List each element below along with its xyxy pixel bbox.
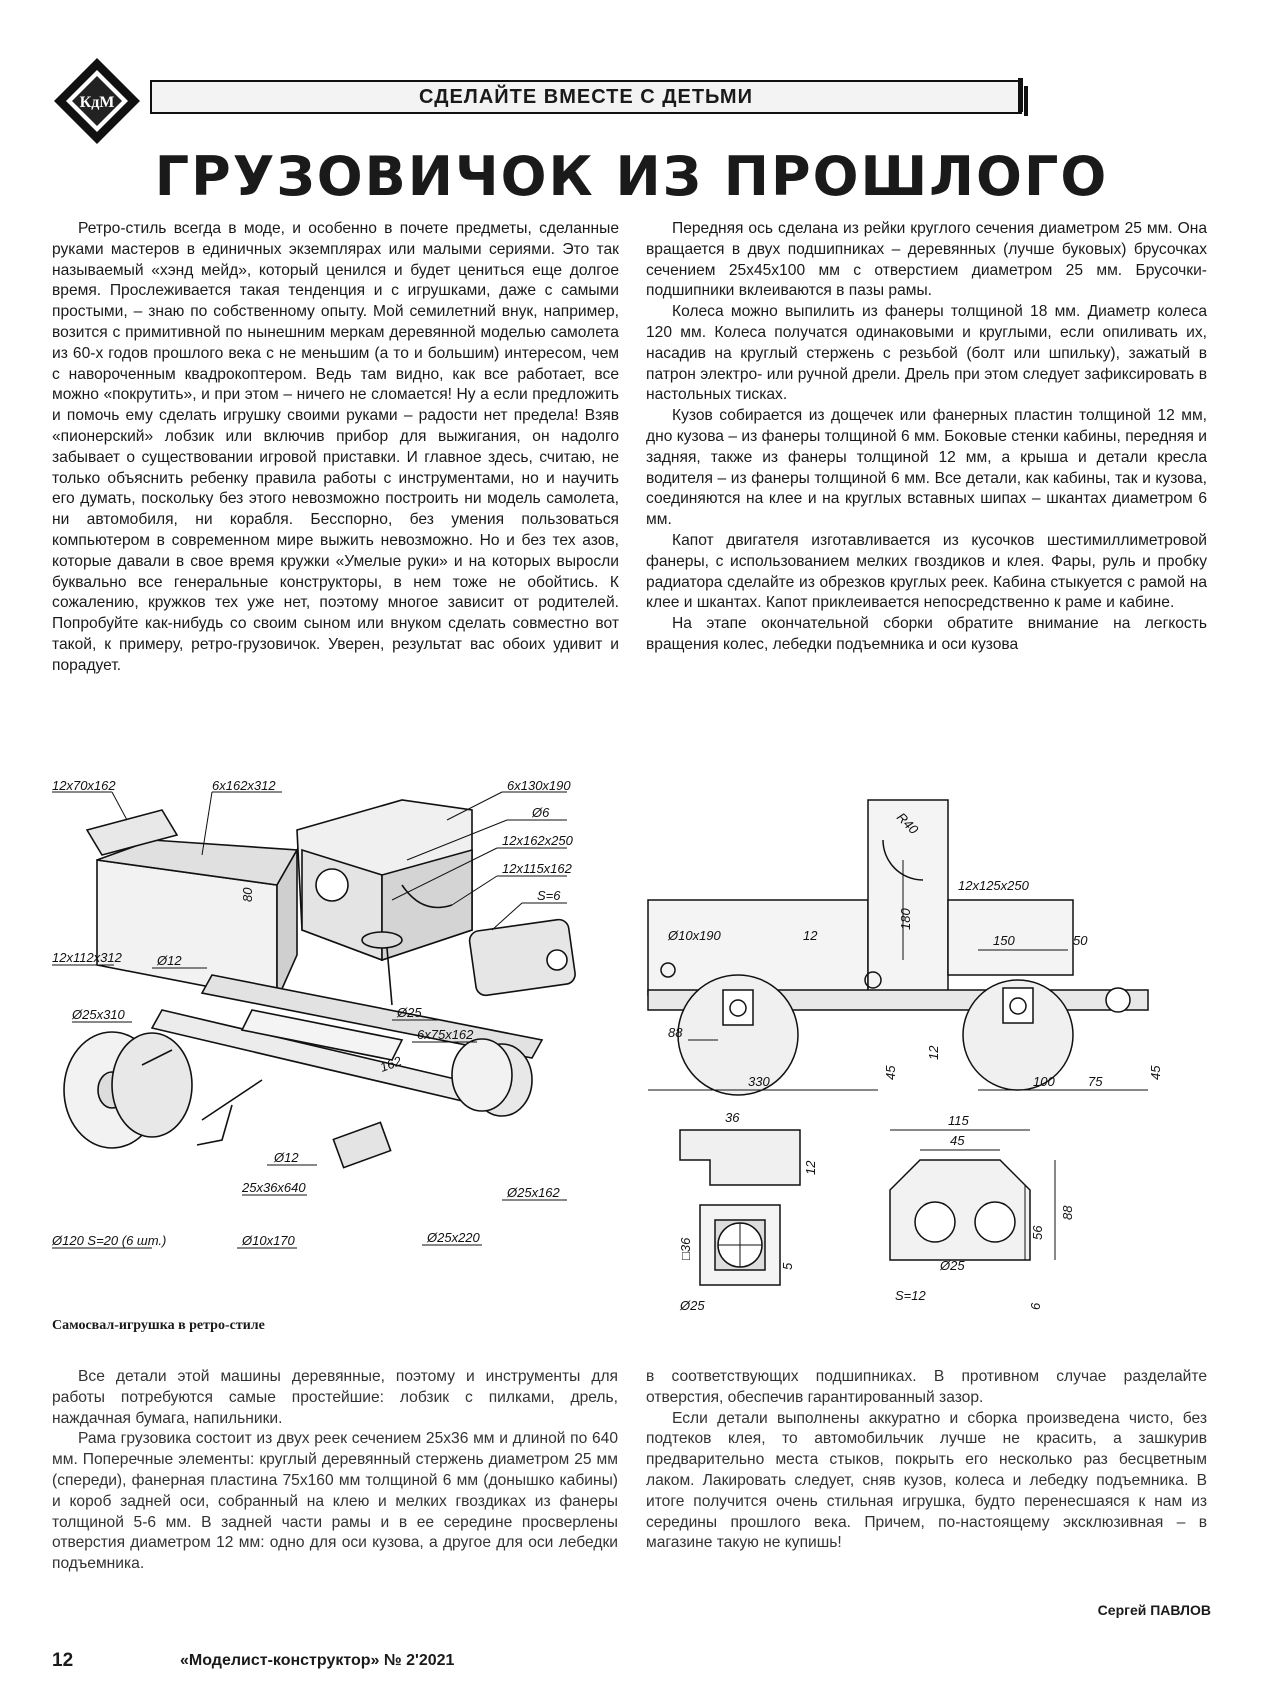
side-label: 100 bbox=[1033, 1074, 1055, 1089]
iso-label: Ø120 S=20 (6 шт.) bbox=[52, 1233, 167, 1248]
logo-text: КдМ bbox=[79, 94, 115, 111]
side-label: 330 bbox=[748, 1074, 770, 1089]
iso-label: 6x75x162 bbox=[417, 1027, 474, 1042]
side-label: 12 bbox=[803, 928, 818, 943]
detail-label: 6 bbox=[1028, 1302, 1043, 1310]
article-column-2 bbox=[646, 219, 1207, 656]
side-label: 45 bbox=[1148, 1065, 1163, 1080]
iso-label: 25x36x640 bbox=[242, 1180, 306, 1195]
article-title: ГРУЗОВИЧОК ИЗ ПРОШЛОГО bbox=[154, 145, 1109, 208]
side-label: Ø10x190 bbox=[668, 928, 721, 943]
paragraph: Колеса можно выпилить из фанеры толщиной 18 мм. Диаметр колеса 120 мм. Колеса получатся одинаковыми и круглыми, если опиливать их, насадив на круглый стержень с резьбой (болт или шпильку), зажатый в патрон электро- или ручной дрели. Дрель при этом следует зафиксировать в настольных тисках. bbox=[646, 303, 1207, 404]
article-column-4 bbox=[646, 1367, 1207, 1554]
detail-label: S=12 bbox=[895, 1288, 926, 1303]
author-name: Сергей ПАВЛОВ bbox=[1097, 1602, 1211, 1618]
iso-label: Ø25x220 bbox=[427, 1230, 480, 1245]
paragraph: Если детали выполнены аккуратно и сборка произведена чисто, без подтеков клея, то автомобильчик лучше не красить, а зашкурив предварительно места стыков, покрыть его несколько раз бесцветным лаком. Лакировать следует, сняв кузов, колеса и лебедку подъемника. В итоге получится очень стильная игрушка, будто перенесшаяся к нам из середины прошлого века. Причем, по-настоящему эксклюзивная – в магазине такую не купишь! bbox=[646, 1409, 1207, 1552]
paragraph: Передняя ось сделана из рейки круглого сечения диаметром 25 мм. Она вращается в двух подшипниках – деревянных (лучше буковых) брусочках сечением 25х45х100 мм с отверстием диаметром 25 мм. Брусочки-подшипники вклеиваются в пазы рамы. bbox=[646, 220, 1207, 300]
header-bar-end bbox=[1018, 78, 1023, 112]
side-label: R40 bbox=[893, 809, 922, 837]
side-label: 45 bbox=[883, 1065, 898, 1080]
iso-label: Ø12 bbox=[157, 953, 182, 968]
detail-drawings bbox=[680, 1110, 1200, 1315]
iso-label: 80 bbox=[240, 887, 255, 902]
side-label: 12 bbox=[926, 1045, 941, 1060]
side-label: 180 bbox=[898, 908, 913, 930]
magazine-logo bbox=[52, 56, 142, 146]
side-label: 50 bbox=[1073, 933, 1088, 948]
iso-label: Ø6 bbox=[532, 805, 550, 820]
paragraph: Все детали этой машины деревянные, поэтому и инструменты для работы потребуются самые простейшие: лобзик с пилками, дрель, наждачная бумага, напильники. bbox=[52, 1368, 618, 1427]
paragraph: Кузов собирается из дощечек или фанерных пластин толщиной 12 мм, дно кузова – из фанеры толщиной 6 мм. Боковые стенки кабины, передняя и задняя, также из фанеры толщиной 12 мм, а крыша и детали кресла водителя – из фанеры толщиной 6 мм. Все детали, как кабины, так и кузова, соединяются на клее и на круглых вставных шипах – шкантах диаметром 6 мм. bbox=[646, 407, 1207, 529]
detail-label: 36 bbox=[725, 1110, 740, 1125]
iso-label: 12x112x312 bbox=[52, 950, 122, 965]
section-header-bar bbox=[150, 80, 1022, 114]
side-view-drawing bbox=[648, 790, 1208, 1110]
detail-label: Ø25 bbox=[680, 1298, 705, 1313]
page-number: 12 bbox=[52, 1650, 74, 1671]
section-title: СДЕЛАЙТЕ ВМЕСТЕ С ДЕТЬМИ bbox=[419, 86, 753, 108]
detail-label: 115 bbox=[948, 1113, 969, 1128]
figure-caption: Самосвал-игрушка в ретро-стиле bbox=[52, 1318, 265, 1333]
side-label: 150 bbox=[993, 933, 1015, 948]
paragraph: Рама грузовика состоит из двух реек сечением 25х36 мм и длиной по 640 мм. Поперечные элементы: круглый деревянный стержень диаметром 25 мм (спереди), фанерная пластина 75х160 мм толщиной 6 мм (донышко кабины) и короб задней оси, собранный на клею и мелких гвоздиках из фанеры толщиной 5-6 мм. В задней части рамы и в ее середине просверлены отверстия диаметром 12 мм: одно для оси кузова, а другое для оси лебедки подъемника. bbox=[52, 1430, 618, 1573]
isometric-assembly-drawing bbox=[52, 778, 627, 1310]
iso-label: 12x162x250 bbox=[502, 833, 573, 848]
article-column-1 bbox=[52, 219, 619, 677]
iso-label: 162 bbox=[377, 1053, 404, 1075]
detail-label: □36 bbox=[678, 1237, 693, 1260]
detail-label: 56 bbox=[1030, 1225, 1045, 1240]
iso-label: 12x115x162 bbox=[502, 861, 572, 876]
iso-label: S=6 bbox=[537, 888, 561, 903]
header-bar-end-shadow bbox=[1024, 86, 1028, 116]
magazine-issue: «Моделист-конструктор» № 2'2021 bbox=[180, 1652, 455, 1669]
article-column-3 bbox=[52, 1367, 618, 1575]
side-label: 12x125x250 bbox=[958, 878, 1029, 893]
detail-label: 5 bbox=[780, 1262, 795, 1270]
iso-label: Ø10x170 bbox=[242, 1233, 295, 1248]
detail-label: 45 bbox=[950, 1133, 965, 1148]
iso-label: 12x70x162 bbox=[52, 778, 116, 793]
side-label: 75 bbox=[1088, 1074, 1103, 1089]
iso-label: Ø25 bbox=[397, 1005, 422, 1020]
paragraph: в соответствующих подшипниках. В противном случае разделайте отверстия, обеспечив гарантированный зазор. bbox=[646, 1368, 1207, 1406]
iso-label: 6x162x312 bbox=[212, 778, 276, 793]
paragraph: Ретро-стиль всегда в моде, и особенно в почете предметы, сделанные руками мастеров в единичных экземплярах или малыми сериями. Это так называемый «хэнд мейд», который ценился и будет цениться еще долгое время. Прослеживается такая тенденция и с игрушками, даже с самыми простыми, – знаю по собственному опыту. Мой семилетний внук, например, возится с примитивной по нынешним меркам деревянной моделью самолета из 60-х годов прошлого века с не меньшим (а то и большим) интересом, чем с навороченным квадрокоптером. Ведь там видно, как все работает, все можно «покрутить», и при этом – ничего не сломается! Ну а если предложить и помочь ему сделать игрушку своими руками – радости нет предела! Взяв «пионерский» лобзик или включив прибор для выжигания, он надолго забывает о существовании игровой приставки. И главное здесь, считаю, не только объяснить ребенку правила работы с инструментами, но и научить его думать, поскольку без этого невозможно построить ни модель самолета, ни автомобиля, ни корабля. Бесспорно, без умения пользоваться компьютером в современном мире выжить невозможно. Но и без тех азов, которые давали в свое время кружки «Умелые руки» и на которых выросли буквально все генеральные конструкторы, в нем тоже не обойтись. К сожалению, кружков тех уже нет, поэтому многое зависит от родителей. Попробуйте как-нибудь со своим сыном или внуком сделать совместно вот такой, к примеру, ретро-грузовичок. Уверен, результат вас обоих удивит и порадует. bbox=[52, 220, 619, 674]
paragraph: Капот двигателя изготавливается из кусочков шестимиллиметровой фанеры, с использованием мелких гвоздиков и клея. Фары, руль и пробку радиатора сделайте из обрезков круглых реек. Кабина стыкуется с рамой на клее и шкантах. Капот приклеивается непосредственно к раме и кабине. bbox=[646, 531, 1207, 612]
iso-label: Ø25x162 bbox=[507, 1185, 560, 1200]
detail-label: 12 bbox=[803, 1160, 818, 1175]
iso-label: 6x130x190 bbox=[507, 778, 571, 793]
detail-label: 88 bbox=[1060, 1205, 1075, 1220]
side-label: 88 bbox=[668, 1025, 683, 1040]
iso-label: Ø12 bbox=[274, 1150, 299, 1165]
paragraph: На этапе окончательной сборки обратите внимание на легкость вращения колес, лебедки подъемника и оси кузова bbox=[646, 615, 1207, 653]
iso-label: Ø25x310 bbox=[72, 1007, 125, 1022]
detail-label: Ø25 bbox=[940, 1258, 965, 1273]
